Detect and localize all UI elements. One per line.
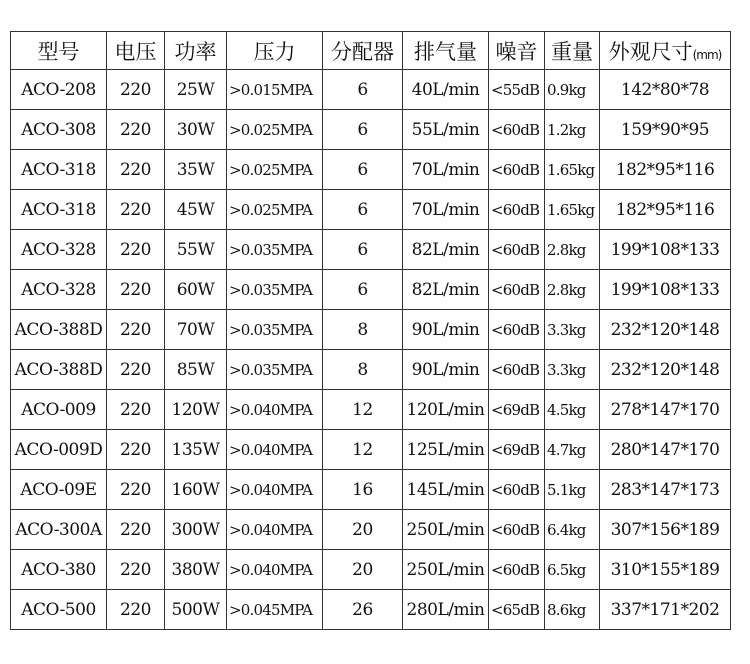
table-row [11,150,731,190]
table-row [11,350,731,390]
cell-distributor: 8 [323,310,403,350]
cell-distributor: 6 [323,270,403,310]
header-row [11,32,731,70]
cell-pressure: >0.035MPA [227,310,323,350]
cell-weight: 1.65kg [545,150,600,190]
cell-dimensions: 307*156*189 [600,510,731,550]
header-dimensions-label: 外观尺寸 [608,39,693,64]
cell-pressure: >0.015MPA [227,70,323,110]
cell-weight: 2.8kg [545,270,600,310]
cell-noise: <60dB [489,550,545,590]
cell-airflow: 90L/min [403,350,489,390]
cell-weight: 2.8kg [545,230,600,270]
cell-weight: 6.4kg [545,510,600,550]
cell-airflow: 280L/min [403,590,489,630]
cell-distributor: 6 [323,150,403,190]
cell-noise: <60dB [489,190,545,230]
cell-dimensions: 337*171*202 [600,590,731,630]
spec-table-body [11,70,731,630]
cell-noise: <69dB [489,430,545,470]
cell-voltage: 220 [107,270,165,310]
cell-voltage: 220 [107,390,165,430]
cell-weight: 1.2kg [545,110,600,150]
cell-pressure: >0.040MPA [227,470,323,510]
cell-power: 85W [165,350,227,390]
cell-dimensions: 283*147*173 [600,470,731,510]
cell-dimensions: 199*108*133 [600,270,731,310]
cell-model: ACO-300A [11,510,107,550]
cell-distributor: 6 [323,110,403,150]
cell-voltage: 220 [107,230,165,270]
cell-airflow: 70L/min [403,150,489,190]
cell-voltage: 220 [107,150,165,190]
cell-distributor: 6 [323,230,403,270]
cell-dimensions: 182*95*116 [600,150,731,190]
cell-dimensions: 278*147*170 [600,390,731,430]
cell-model: ACO-208 [11,70,107,110]
table-row [11,230,731,270]
cell-noise: <60dB [489,110,545,150]
table-row [11,190,731,230]
cell-noise: <60dB [489,270,545,310]
cell-model: ACO-388D [11,350,107,390]
cell-distributor: 12 [323,390,403,430]
cell-pressure: >0.040MPA [227,550,323,590]
table-row [11,270,731,310]
table-row [11,510,731,550]
cell-weight: 1.65kg [545,190,600,230]
cell-weight: 4.7kg [545,430,600,470]
cell-dimensions: 280*147*170 [600,430,731,470]
cell-dimensions: 232*120*148 [600,350,731,390]
cell-pressure: >0.025MPA [227,190,323,230]
cell-power: 120W [165,390,227,430]
cell-distributor: 20 [323,510,403,550]
cell-model: ACO-09E [11,470,107,510]
cell-noise: <60dB [489,510,545,550]
header-noise: 噪音 [489,32,545,70]
table-row [11,70,731,110]
cell-voltage: 220 [107,310,165,350]
cell-voltage: 220 [107,190,165,230]
cell-power: 70W [165,310,227,350]
cell-airflow: 125L/min [403,430,489,470]
cell-distributor: 26 [323,590,403,630]
table-row [11,470,731,510]
cell-weight: 0.9kg [545,70,600,110]
cell-noise: <60dB [489,470,545,510]
cell-pressure: >0.035MPA [227,350,323,390]
cell-noise: <69dB [489,390,545,430]
cell-dimensions: 310*155*189 [600,550,731,590]
cell-power: 25W [165,70,227,110]
header-distributor: 分配器 [323,32,403,70]
cell-model: ACO-308 [11,110,107,150]
cell-dimensions: 182*95*116 [600,190,731,230]
table-row [11,590,731,630]
table-row [11,390,731,430]
cell-power: 35W [165,150,227,190]
cell-power: 500W [165,590,227,630]
cell-airflow: 55L/min [403,110,489,150]
cell-weight: 3.3kg [545,310,600,350]
cell-voltage: 220 [107,510,165,550]
cell-pressure: >0.025MPA [227,150,323,190]
cell-pressure: >0.035MPA [227,230,323,270]
cell-voltage: 220 [107,550,165,590]
cell-pressure: >0.040MPA [227,510,323,550]
cell-pressure: >0.035MPA [227,270,323,310]
cell-model: ACO-009D [11,430,107,470]
cell-distributor: 8 [323,350,403,390]
header-voltage: 电压 [107,32,165,70]
table-row [11,430,731,470]
cell-noise: <55dB [489,70,545,110]
cell-distributor: 20 [323,550,403,590]
cell-airflow: 82L/min [403,270,489,310]
cell-model: ACO-318 [11,150,107,190]
cell-pressure: >0.045MPA [227,590,323,630]
cell-noise: <60dB [489,150,545,190]
cell-noise: <60dB [489,350,545,390]
cell-voltage: 220 [107,350,165,390]
cell-distributor: 16 [323,470,403,510]
cell-noise: <60dB [489,230,545,270]
cell-airflow: 82L/min [403,230,489,270]
cell-airflow: 120L/min [403,390,489,430]
cell-voltage: 220 [107,470,165,510]
spec-table [10,31,731,630]
cell-voltage: 220 [107,110,165,150]
cell-voltage: 220 [107,70,165,110]
cell-weight: 8.6kg [545,590,600,630]
header-dimensions [600,32,731,70]
cell-model: ACO-318 [11,190,107,230]
cell-noise: <60dB [489,310,545,350]
cell-voltage: 220 [107,430,165,470]
header-airflow: 排气量 [403,32,489,70]
header-power: 功率 [165,32,227,70]
cell-pressure: >0.040MPA [227,390,323,430]
cell-model: ACO-380 [11,550,107,590]
cell-dimensions: 142*80*78 [600,70,731,110]
cell-power: 135W [165,430,227,470]
cell-distributor: 6 [323,70,403,110]
cell-airflow: 70L/min [403,190,489,230]
cell-airflow: 40L/min [403,70,489,110]
cell-power: 55W [165,230,227,270]
cell-model: ACO-388D [11,310,107,350]
header-dimensions-unit: (mm) [692,47,722,62]
cell-weight: 4.5kg [545,390,600,430]
table-row [11,110,731,150]
cell-airflow: 250L/min [403,510,489,550]
cell-weight: 5.1kg [545,470,600,510]
header-weight: 重量 [545,32,600,70]
cell-pressure: >0.040MPA [227,430,323,470]
cell-model: ACO-328 [11,230,107,270]
header-pressure: 压力 [227,32,323,70]
cell-voltage: 220 [107,590,165,630]
cell-power: 380W [165,550,227,590]
table-row [11,550,731,590]
cell-model: ACO-009 [11,390,107,430]
cell-model: ACO-328 [11,270,107,310]
cell-model: ACO-500 [11,590,107,630]
cell-dimensions: 199*108*133 [600,230,731,270]
cell-power: 45W [165,190,227,230]
cell-airflow: 90L/min [403,310,489,350]
cell-weight: 6.5kg [545,550,600,590]
cell-power: 30W [165,110,227,150]
cell-power: 160W [165,470,227,510]
header-model: 型号 [11,32,107,70]
cell-airflow: 250L/min [403,550,489,590]
cell-dimensions: 232*120*148 [600,310,731,350]
cell-pressure: >0.025MPA [227,110,323,150]
table-row [11,310,731,350]
cell-power: 60W [165,270,227,310]
cell-airflow: 145L/min [403,470,489,510]
cell-noise: <65dB [489,590,545,630]
cell-distributor: 6 [323,190,403,230]
cell-weight: 3.3kg [545,350,600,390]
cell-distributor: 12 [323,430,403,470]
cell-dimensions: 159*90*95 [600,110,731,150]
cell-power: 300W [165,510,227,550]
